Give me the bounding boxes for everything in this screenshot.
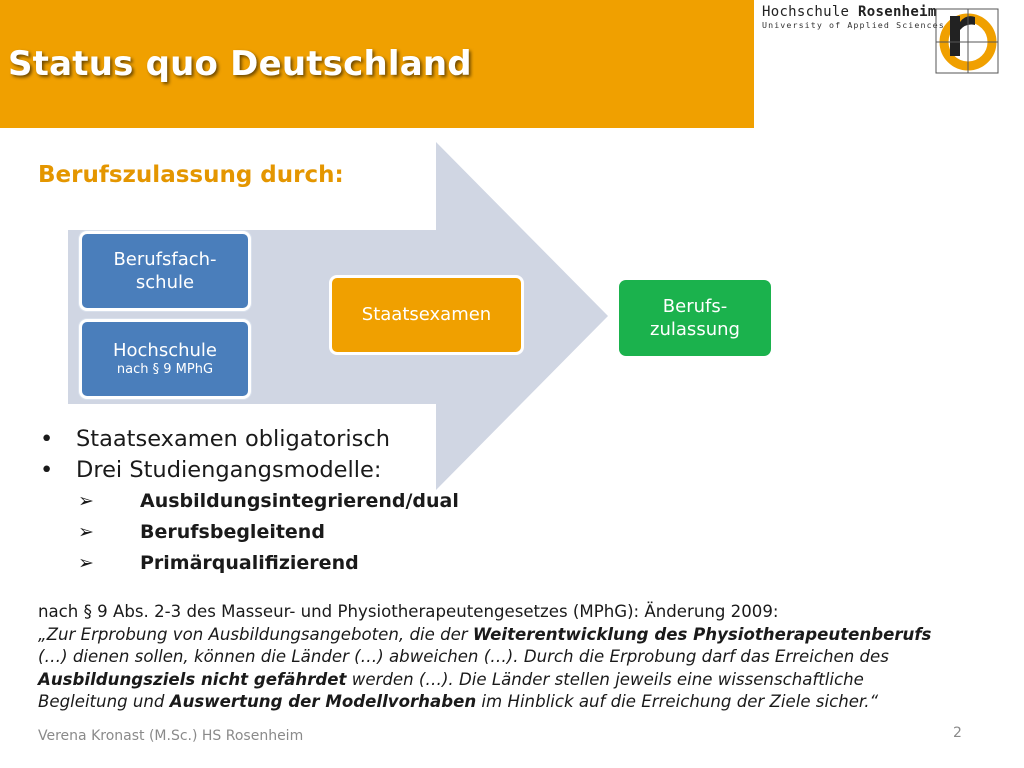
subbullet-item: ➢ Primärqualifizierend <box>78 548 459 579</box>
bullet-item: • Staatsexamen obligatorisch <box>40 424 459 455</box>
legal-note <box>38 601 998 714</box>
bullet-item: • Drei Studiengangsmodelle: <box>40 455 459 486</box>
bullet-icon: • <box>40 426 54 452</box>
arrow-bullet-icon: ➢ <box>78 490 94 512</box>
note-line: Begleitung und Auswertung der Modellvorhaben im Hinblick auf die Erreichung der Ziele sicher.“ <box>38 692 879 711</box>
subbullet-item: ➢ Ausbildungsintegrierend/dual <box>78 486 459 517</box>
note-line: (…) dienen sollen, können die Länder (…) abweichen (…). Durch die Erprobung darf das Erreichen des <box>38 647 889 666</box>
box-staatsexamen: Staatsexamen <box>329 275 524 355</box>
box-berufsfachschule: Berufsfach- schule <box>79 231 251 311</box>
page-number: 2 <box>953 725 962 741</box>
box-berufszulassung: Berufs- zulassung <box>619 280 771 356</box>
subtitle: Berufszulassung durch: <box>38 162 344 188</box>
note-line: „Zur Erprobung von Ausbildungsangeboten, die der Weiterentwicklung des Physiotherapeutenberufs <box>38 624 932 644</box>
logo-tagline: University of Applied Sciences <box>762 20 945 30</box>
arrow-bullet-icon: ➢ <box>78 521 94 543</box>
slide-title: Status quo Deutschland <box>8 44 472 84</box>
subbullet-item: ➢ Berufsbegleitend <box>78 517 459 548</box>
arrow-bullet-icon: ➢ <box>78 552 94 574</box>
note-line: Ausbildungsziels nicht gefährdet werden (…). Die Länder stellen jeweils eine wissenschaftliche <box>38 669 864 689</box>
bullet-list <box>40 424 459 579</box>
box-hochschule: Hochschule nach § 9 MPhG <box>79 319 251 399</box>
logo-name: Hochschule Rosenheim <box>762 4 937 20</box>
note-line: nach § 9 Abs. 2-3 des Masseur- und Physiotherapeutengesetzes (MPhG): Änderung 2009: <box>38 602 779 621</box>
bullet-icon: • <box>40 457 54 483</box>
footer-author: Verena Kronast (M.Sc.) HS Rosenheim <box>38 728 304 744</box>
